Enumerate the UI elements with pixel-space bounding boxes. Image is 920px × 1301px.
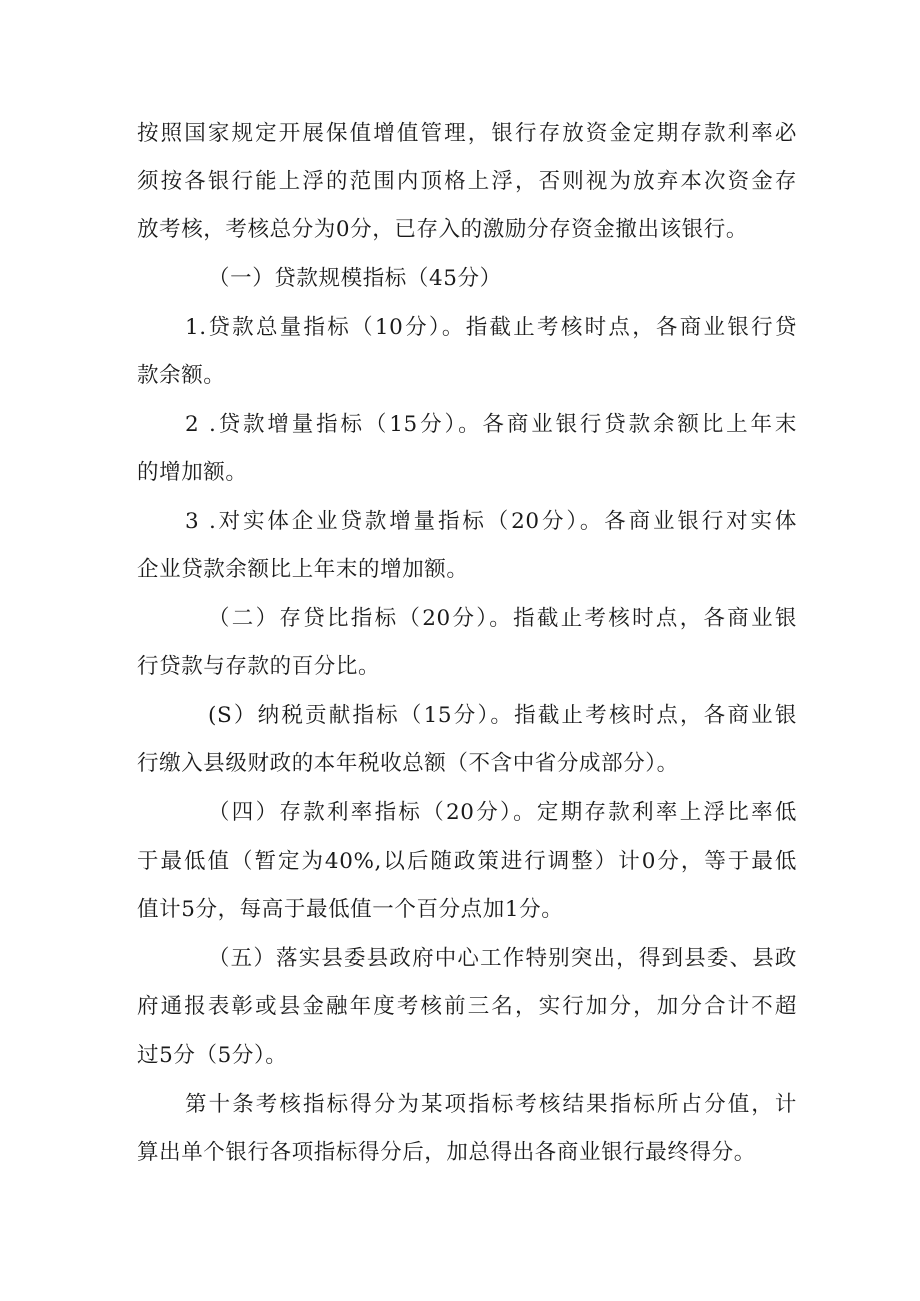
body-text-line: （四）存款利率指标（20分）。定期存款利率上浮比率低: [208, 800, 797, 825]
body-text-line: 1.贷款总量指标（10分）。指截止考核时点，各商业银行贷: [185, 315, 797, 340]
body-text-line: 企业贷款余额比上年末的增加额。: [137, 557, 469, 582]
body-text-line: (S）纳税贡献指标（15分）。指截止考核时点，各商业银: [208, 703, 797, 728]
body-text-line: （五）落实县委县政府中心工作特别突出，得到县委、县政: [208, 946, 797, 971]
body-text-line: 放考核，考核总分为0分，已存入的激励分存资金撤出该银行。: [137, 217, 748, 242]
article-text-line: 第十条考核指标得分为某项指标考核结果指标所占分值，计: [185, 1092, 797, 1117]
body-text-line: 府通报表彰或县金融年度考核前三名，实行加分，加分合计不超: [137, 994, 797, 1019]
body-text-line: 款余额。: [137, 363, 226, 388]
article-text-line: 算出单个银行各项指标得分后，加总得出各商业银行最终得分。: [137, 1140, 756, 1165]
body-text-line: 须按各银行能上浮的范围内顶格上浮，否则视为放弃本次资金存: [137, 169, 797, 194]
body-text-line: 2 .贷款增量指标（15分）。各商业银行贷款余额比上年末: [185, 412, 797, 437]
body-text-line: 3 .对实体企业贷款增量指标（20分）。各商业银行对实体: [185, 509, 797, 534]
body-text-line: 按照国家规定开展保值增值管理，银行存放资金定期存款利率必: [137, 121, 797, 146]
body-text-line: 的增加额。: [137, 460, 248, 485]
body-text-line: （二）存贷比指标（20分）。指截止考核时点，各商业银: [208, 606, 797, 631]
body-text-line: 行贷款与存款的百分比。: [137, 654, 381, 679]
section-heading: （一）贷款规模指标（45分）: [208, 266, 502, 291]
body-text-line: 于最低值（暂定为40%,以后随政策进行调整）计0分，等于最低: [137, 849, 797, 874]
body-text-line: 值计5分，每高于最低值一个百分点加1分。: [137, 897, 564, 922]
body-text-line: 过5分（5分）。: [137, 1043, 288, 1068]
body-text-line: 行缴入县级财政的本年税收总额（不含中省分成部分）。: [137, 751, 679, 776]
